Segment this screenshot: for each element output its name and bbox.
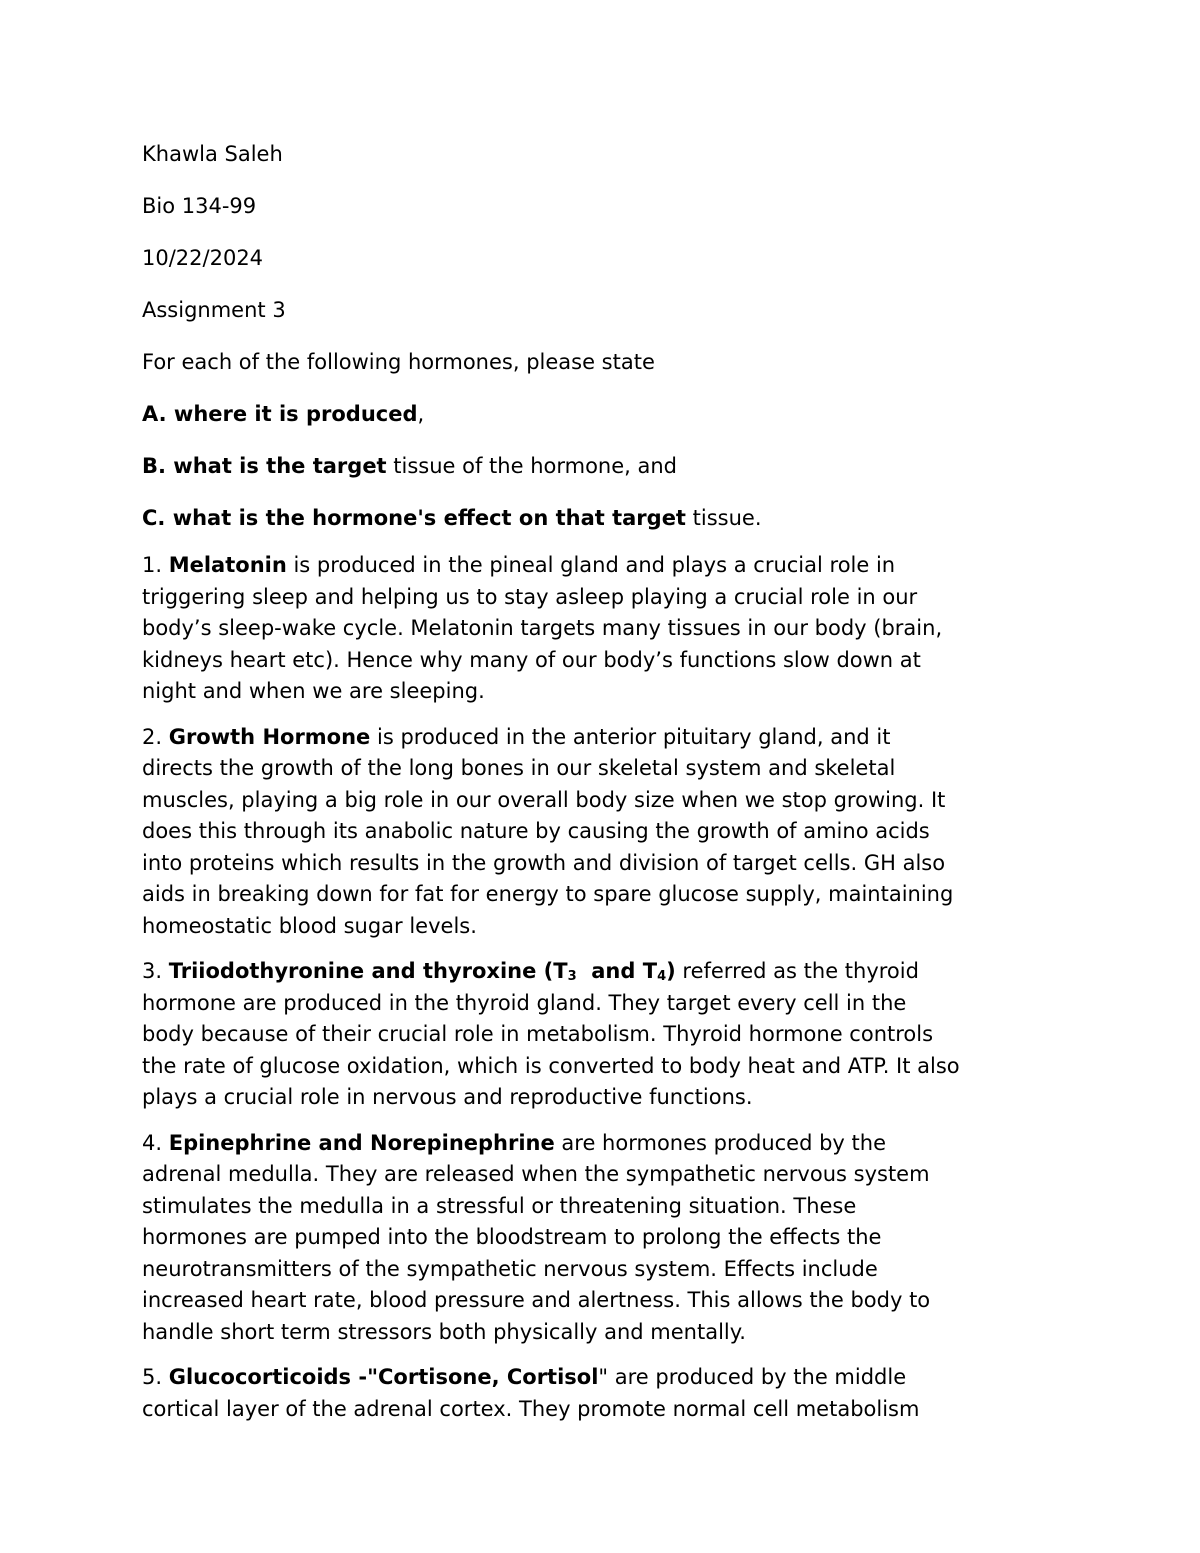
paragraph-line: directs the growth of the long bones in our skeletal system and skeletal bbox=[142, 756, 896, 780]
prompt-a-tail: , bbox=[417, 402, 425, 426]
prompt-c-label: C. what is the hormone's effect on that target bbox=[142, 506, 686, 530]
author-name: Khawla Saleh bbox=[142, 142, 283, 166]
paragraph-line: the rate of glucose oxidation, which is converted to body heat and ATP. It also bbox=[142, 1053, 960, 1078]
prompt-b-tail: tissue of the hormone, and bbox=[386, 454, 678, 478]
hormone-item-melatonin bbox=[142, 550, 1072, 708]
hormone-term: Triiodothyronine and thyroxine ($T_3$ and $T_4$) bbox=[168, 959, 676, 984]
item-number: 5. bbox=[142, 1365, 169, 1389]
subscript: 4 bbox=[657, 969, 667, 984]
hormone-item-glucocorticoids bbox=[142, 1362, 1072, 1425]
paragraph-line: adrenal medulla. They are released when the sympathetic nervous system bbox=[142, 1162, 930, 1186]
paragraph-line: body’s sleep-wake cycle. Melatonin targets many tissues in our body (brain, bbox=[142, 616, 943, 640]
paragraph-text: is produced in the pineal gland and plays a crucial role in bbox=[286, 553, 896, 577]
paragraph-line: plays a crucial role in nervous and reproductive functions. bbox=[142, 1085, 753, 1109]
paragraph-line bbox=[142, 550, 1072, 582]
paragraph-line: increased heart rate, blood pressure and alertness. This allows the body to bbox=[142, 1288, 931, 1312]
paragraph-line bbox=[142, 956, 1072, 988]
paragraph-line: aids in breaking down for fat for energy to spare glucose supply, maintaining bbox=[142, 882, 954, 906]
prompt-intro: For each of the following hormones, please state bbox=[142, 350, 655, 374]
prompt-b-label: B. what is the target bbox=[142, 454, 387, 478]
paragraph-line: triggering sleep and helping us to stay asleep playing a crucial role in our bbox=[142, 584, 918, 609]
prompt-item-c bbox=[142, 502, 1072, 534]
paragraph-line: homeostatic blood sugar levels. bbox=[142, 913, 477, 938]
paragraph-text: is produced in the anterior pituitary gland, and it bbox=[370, 724, 891, 749]
hormone-term: Melatonin bbox=[168, 553, 287, 577]
paragraph-text: are hormones produced by the bbox=[554, 1130, 886, 1155]
paragraph-line: hormone are produced in the thyroid gland. They target every cell in the bbox=[142, 990, 907, 1015]
paragraph-line: body because of their crucial role in metabolism. Thyroid hormone controls bbox=[142, 1022, 934, 1046]
paragraph-line: handle short term stressors both physically and mentally. bbox=[142, 1319, 746, 1344]
paragraph-line: neurotransmitters of the sympathetic nervous system. Effects include bbox=[142, 1256, 878, 1281]
prompt-item-a bbox=[142, 398, 1072, 430]
item-number: 1. bbox=[142, 553, 169, 577]
subscript: 3 bbox=[567, 969, 577, 984]
paragraph-text: " are produced by the middle bbox=[598, 1365, 907, 1389]
item-number: 4. bbox=[142, 1130, 169, 1155]
document-date: 10/22/2024 bbox=[142, 246, 264, 270]
paragraph-line bbox=[142, 1128, 1072, 1160]
paragraph-line: cortical layer of the adrenal cortex. They promote normal cell metabolism bbox=[142, 1396, 920, 1421]
hormone-term: Glucocorticoids -"Cortisone, Cortisol bbox=[168, 1365, 599, 1389]
hormone-term: Epinephrine and Norepinephrine bbox=[168, 1130, 555, 1155]
hormone-item-epinephrine bbox=[142, 1128, 1072, 1349]
course-code: Bio 134-99 bbox=[142, 194, 257, 218]
paragraph-line: night and when we are sleeping. bbox=[142, 679, 485, 703]
paragraph-text: referred as the thyroid bbox=[675, 959, 919, 983]
prompt-c-tail: tissue. bbox=[685, 506, 762, 530]
paragraph-line: hormones are pumped into the bloodstream to prolong the effects the bbox=[142, 1225, 882, 1249]
hormone-term: Growth Hormone bbox=[168, 724, 371, 749]
item-number: 2. bbox=[142, 724, 169, 749]
paragraph-line: stimulates the medulla in a stressful or threatening situation. These bbox=[142, 1193, 857, 1218]
paragraph-line bbox=[142, 722, 1072, 754]
prompt-a-label: A. where it is produced bbox=[142, 402, 418, 426]
prompt-item-b bbox=[142, 450, 1072, 482]
hormone-item-thyroid bbox=[142, 956, 1072, 1114]
paragraph-line bbox=[142, 1362, 1072, 1394]
document-page bbox=[142, 138, 1072, 1439]
paragraph-line: muscles, playing a big role in our overall body size when we stop growing. It bbox=[142, 787, 946, 812]
item-number: 3. bbox=[142, 959, 169, 983]
paragraph-line: into proteins which results in the growth and division of target cells. GH also bbox=[142, 850, 946, 875]
paragraph-line: kidneys heart etc). Hence why many of our body’s functions slow down at bbox=[142, 647, 921, 672]
assignment-title: Assignment 3 bbox=[142, 298, 286, 322]
paragraph-line: does this through its anabolic nature by causing the growth of amino acids bbox=[142, 819, 930, 843]
hormone-item-growth-hormone bbox=[142, 722, 1072, 943]
